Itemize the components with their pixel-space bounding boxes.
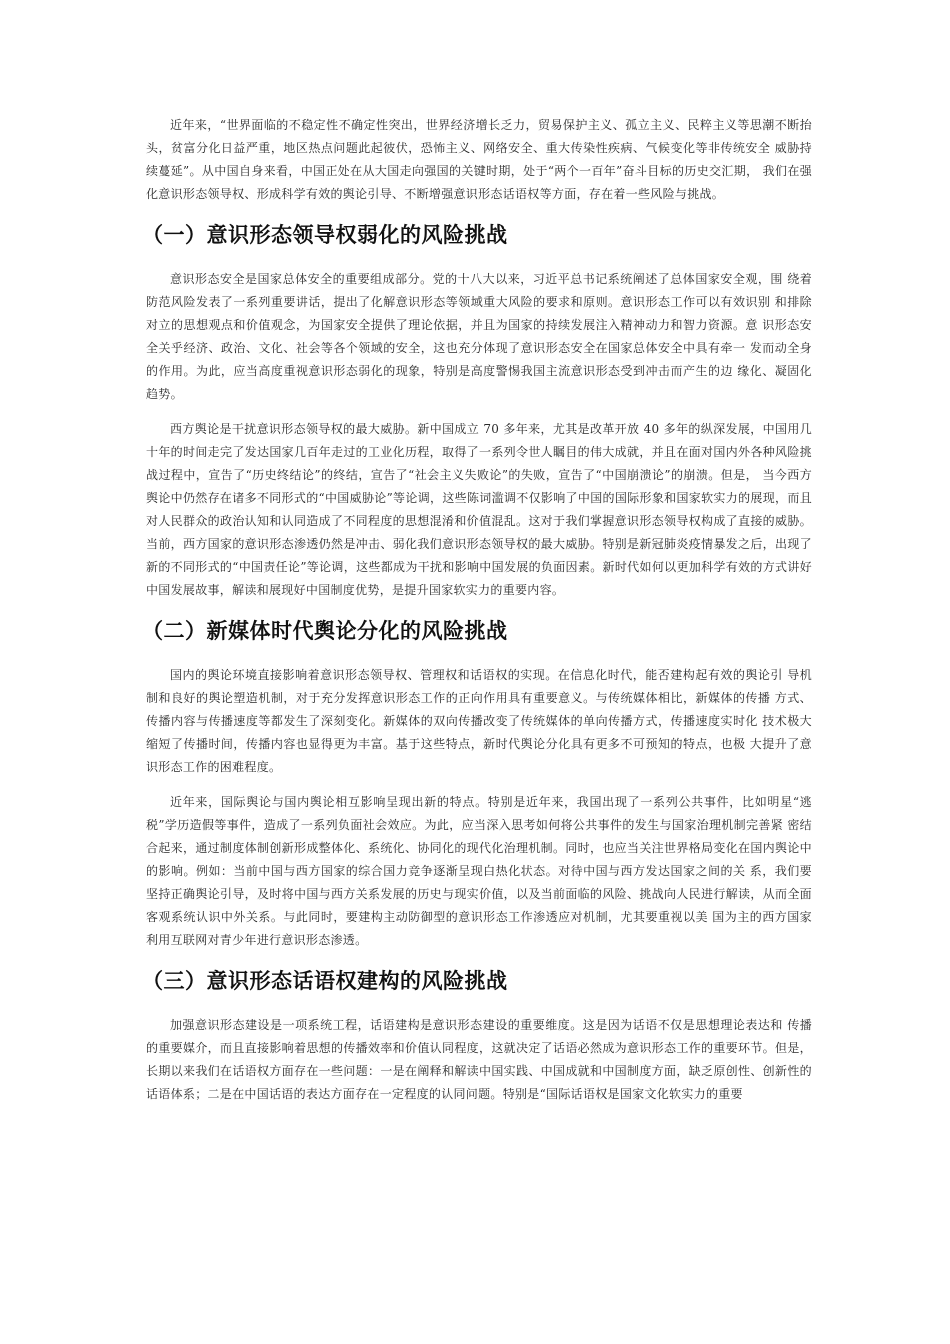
section-1-paragraph-2: 西方舆论是干扰意识形态领导权的最大威胁。新中国成立 70 多年来，尤其是改革开放 40 多年的纵深发展，中国用几十年的时间走完了发达国家几百年走过的工业化历程，取得了一系列令世人瞩目的伟大成就，并且在面对国内外各种风险挑战过程中，宣告了“历史终结论”的终结，宣告了“社会主义失败论”的失败，宣告了“中国崩溃论”的崩溃。但是， 当今西方舆论中仍然存在诸多不同形式的“中国威胁论”等论调，这些陈词滥调不仅影响了中国的国际形象和国家软实力的展现，而且对人民群众的政治认知和认同造成了不同程度的思想混淆和价值混乱。这对于我们掌握意识形态领导权构成了直接的威胁。当前，西方国家的意识形态渗透仍然是冲击、弱化我们意识形态领导权的最大威胁。特别是新冠肺炎疫情暴发之后，出现了新的不同形式的“中国责任论”等论调，这些都成为干扰和影响中国发展的负面因素。新时代如何以更加科学有效的方式讲好中国发展故事，解读和展现好中国制度优势，是提升国家软实力的重要内容。	[146, 422, 812, 597]
section-2-paragraph-2: 近年来，国际舆论与国内舆论相互影响呈现出新的特点。特别是近年来，我国出现了一系列公共事件，比如明星“逃税”学历造假等事件，造成了一系列负面社会效应。为此，应当深入思考如何将公共事件的发生与国家治理机制完善紧 密结合起来，通过制度体制创新形成整体化、系统化、协同化的现代化治理机制。同时，也应当关注世界格局变化在国内舆论中的影响。例如：当前中国与西方国家的综合国力竞争逐渐呈现白热化状态。对待中国与西方发达国家之间的关 系，我们要坚持正确舆论引导，及时将中国与西方关系发展的历史与现实价值，以及当前面临的风险、挑战向人民进行解读，从而全面客观系统认识中外关系。与此同时，要建构主动防御型的意识形态工作渗透应对机制，尤其要重视以美 国为主的西方国家利用互联网对青少年进行意识形态渗透。	[146, 795, 812, 947]
section-3-heading: （三）意识形态话语权建构的风险挑战	[142, 969, 508, 993]
section-3-paragraph-1: 加强意识形态建设是一项系统工程，话语建构是意识形态建设的重要维度。这是因为话语不仅是思想理论表达和 传播的重要媒介，而且直接影响着思想的传播效率和价值认同程度，这就决定了话语必然成为意识形态工作的重要环节。但是，长期以来我们在话语权方面存在一些问题：一是在阐释和解读中国实践、中国成就和中国制度方面，缺乏原创性、创新性的话语体系；二是在中国话语的表达方面存在一定程度的认同问题。特别是“国际话语权是国家文化软实力的重要	[146, 1018, 812, 1101]
document-page	[142, 114, 812, 1118]
section-2-heading: （二）新媒体时代舆论分化的风险挑战	[142, 619, 508, 643]
section-1-heading: （一）意识形态领导权弱化的风险挑战	[142, 223, 508, 247]
intro-paragraph: 近年来，“世界面临的不稳定性不确定性突出，世界经济增长乏力，贸易保护主义、孤立主义、民粹主义等思潮不断抬头，贫富分化日益严重，地区热点问题此起彼伏，恐怖主义、网络安全、重大传染性疾病、气候变化等非传统安全 威胁持续蔓延”。从中国自身来看，中国正处在从大国走向强国的关键时期，处于“两个一百年”奋斗目标的历史交汇期， 我们在强化意识形态领导权、形成科学有效的舆论引导、不断增强意识形态话语权等方面，存在着一些风险与挑战。	[146, 118, 812, 201]
section-2-paragraph-1: 国内的舆论环境直接影响着意识形态领导权、管理权和话语权的实现。在信息化时代，能否建构起有效的舆论引 导机制和良好的舆论塑造机制，对于充分发挥意识形态工作的正向作用具有重要意义。与传统媒体相比，新媒体的传播 方式、传播内容与传播速度等都发生了深刻变化。新媒体的双向传播改变了传统媒体的单向传播方式，传播速度实时化 技术极大缩短了传播时间，传播内容也显得更为丰富。基于这些特点，新时代舆论分化具有更多不可预知的特点，也极 大提升了意识形态工作的困难程度。	[146, 668, 812, 774]
section-1-paragraph-1: 意识形态安全是国家总体安全的重要组成部分。党的十八大以来，习近平总书记系统阐述了总体国家安全观，围 绕着防范风险发表了一系列重要讲话，提出了化解意识形态等领域重大风险的要求和原则。意识形态工作可以有效识别 和排除对立的思想观点和价值观念，为国家安全提供了理论依据，并且为国家的持续发展注入精神动力和智力资源。意 识形态安全关乎经济、政治、文化、社会等各个领域的安全，这也充分体现了意识形态安全在国家总体安全中具有牵一 发而动全身的作用。为此，应当高度重视意识形态弱化的现象，特别是高度警惕我国主流意识形态受到冲击而产生的边 缘化、凝固化趋势。	[146, 272, 812, 401]
